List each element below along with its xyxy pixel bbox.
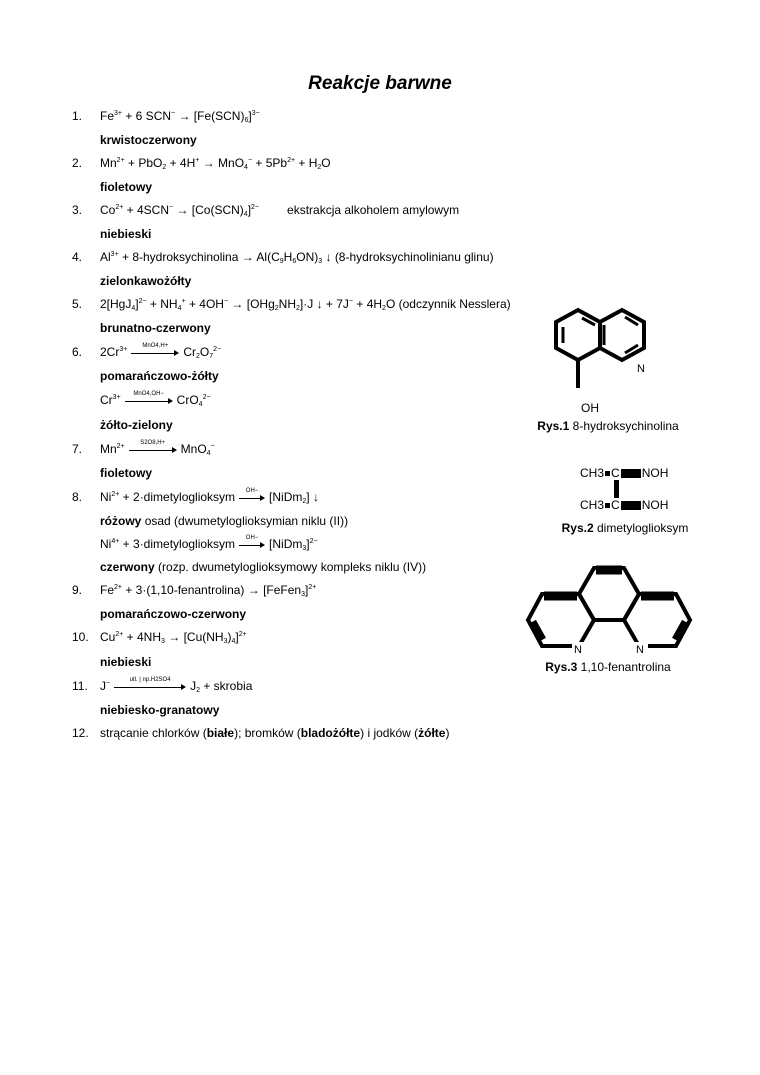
reaction-arrow: S2O8,H+ <box>129 442 177 454</box>
reaction-9 <box>0 582 540 598</box>
reaction-equation: $Mn^{2+} + PbO_2 + 4H^+ \to MnO_4^- + 5Pb^{2+} + H_2O$ <box>100 156 331 171</box>
item-number: 7. <box>72 442 83 456</box>
reaction-2-color <box>0 179 540 195</box>
reaction-equation: J− utl. | np.H2SO4 $J_2$ + skrobia <box>100 677 253 694</box>
reaction-6b-color <box>0 417 540 433</box>
color-label: czerwony <box>100 560 155 574</box>
reaction-equation: $Fe^{3+} + 6$ $SCN^- \to [Fe(SCN)_6]^{3-}$ <box>100 109 260 124</box>
item-number: 12. <box>72 726 89 740</box>
reagent: + 8-hydroksychinolina <box>122 250 239 264</box>
reaction-7 <box>0 441 540 457</box>
color-label: pomarańczowo-czerwony <box>100 607 247 621</box>
reaction-note: ekstrakcja alkoholem amylowym <box>287 203 460 217</box>
reaction-8a-color <box>0 513 540 529</box>
color-label: niebieski <box>100 655 152 669</box>
reaction-8b <box>0 536 540 552</box>
color-label: żółto-zielony <box>100 418 173 432</box>
reaction-11 <box>0 678 540 694</box>
color-label: różowy <box>100 514 142 528</box>
reaction-arrow: OH− <box>239 537 265 549</box>
reaction-8a <box>0 489 540 505</box>
reaction-9-color <box>0 606 540 622</box>
reaction-10 <box>0 629 540 645</box>
reaction-5-color <box>0 320 540 336</box>
reaction-arrow: OH− <box>239 490 265 502</box>
reaction-note: (8-hydroksychinolinianu glinu) <box>334 250 494 264</box>
reaction-arrow: MnO4,OH− <box>125 393 173 405</box>
reaction-equation: $Mn^{2+}$ S2O8,H+ MnO$_4$− <box>100 440 215 457</box>
nitrogen-atom-right: N <box>636 644 644 656</box>
reaction-4 <box>0 249 540 265</box>
reaction-equation: $Cu^{2+} + 4NH_3 \to [Cu(NH_3)_4]^{2+}$ <box>100 630 247 645</box>
reaction-1-color <box>0 132 540 148</box>
item-number: 2. <box>72 156 83 170</box>
color-label: pomarańczowo-żółty <box>100 369 219 383</box>
reaction-arrow: MnO4,H+ <box>131 345 179 357</box>
hydroxyl-group: OH <box>581 401 599 415</box>
nitrogen-atom-left: N <box>574 644 582 656</box>
color-label: niebieski <box>100 227 152 241</box>
reaction-2 <box>0 155 540 171</box>
reagent: + 2·dimetyloglioksym <box>122 490 236 504</box>
figure-1-caption: Rys.1 8-hydroksychinolina <box>537 419 679 433</box>
figure-phenanthroline <box>524 560 694 660</box>
reaction-12 <box>0 725 540 741</box>
reaction-equation: $Al^{3+}$ + 8-hydroksychinolina → $Al(C_9H_6ON)_3$ ↓ (8-hydroksychinolinianu glinu) <box>100 250 494 265</box>
color-label: fioletowy <box>100 466 153 480</box>
reaction-4-color <box>0 273 540 289</box>
reaction-equation: $2[HgJ_4]^{2-} + NH_4^+ + 4OH^- \to [OHg_2NH_2]\cdot J$ ↓ + $7J^- + 4H_2O$ (odczynnik Nesslera) <box>100 297 511 312</box>
reaction-equation: $Ni^{2+}$ + 2·dimetyloglioksym OH− [NiDm$_2$] ↓ <box>100 488 319 505</box>
reaction-10-color <box>0 654 540 670</box>
reaction-note: (odczynnik Nesslera) <box>398 297 511 311</box>
figure-3-caption: Rys.3 1,10-fenantrolina <box>545 660 671 674</box>
reaction-arrow: utl. | np.H2SO4 <box>114 679 186 691</box>
reagent: + 3·dimetyloglioksym <box>122 537 236 551</box>
color-label: krwistoczerwony <box>100 133 197 147</box>
item-number: 9. <box>72 583 83 597</box>
reaction-equation: $Fe^{2+}$ + 3·(1,10-fenantrolina) → [FeFen$_3$]$^{2+}$ <box>100 583 317 598</box>
nitrogen-atom: N <box>637 363 645 375</box>
reaction-11-color <box>0 702 540 718</box>
item-number: 3. <box>72 203 83 217</box>
reaction-5 <box>0 296 540 312</box>
reaction-8b-color <box>0 559 540 575</box>
figure-8-hydroxyquinoline <box>548 300 678 415</box>
item-number: 10. <box>72 630 89 644</box>
reaction-1 <box>0 108 540 124</box>
color-description: osad (dwumetyloglioksymian niklu (II)) <box>144 514 349 528</box>
figure-dimethylglyoxime: CH3 C NOH CH3 C NOH <box>580 466 669 512</box>
reaction-equation: $Co^{2+} + 4SCN^- \to [Co(SCN)_4]^{2-}$ ekstrakcja alkoholem amylowym <box>100 203 460 218</box>
color-description: (rozp. dwumetyloglioksymowy kompleks niklu (IV)) <box>158 560 427 574</box>
color-label: fioletowy <box>100 180 153 194</box>
figure-2-caption: Rys.2 dimetyloglioksym <box>561 521 689 535</box>
item-number: 6. <box>72 345 83 359</box>
item-number: 8. <box>72 490 83 504</box>
item-number: 4. <box>72 250 83 264</box>
item-number: 11. <box>72 679 88 693</box>
item-number: 1. <box>72 109 83 123</box>
page-title: Reakcje barwne <box>308 73 452 94</box>
reaction-3 <box>0 202 540 218</box>
reagent: + 3·(1,10-fenantrolina) <box>125 583 245 597</box>
reaction-equation: $2Cr^{3+}$ MnO4,H+ $Cr_2O_7^{2-}$ <box>100 343 222 360</box>
phenanthroline-structure <box>528 568 690 646</box>
color-label: brunatno-czerwony <box>100 321 211 335</box>
item-number: 5. <box>72 297 83 311</box>
reaction-3-color <box>0 226 540 242</box>
color-label: niebiesko-granatowy <box>100 703 220 717</box>
reagent: + skrobia <box>203 679 253 693</box>
reaction-text: strącanie chlorków (białe); bromków (bladożółte) i jodków (żółte) <box>100 726 450 740</box>
reaction-equation: $Ni^{4+}$ + 3·dimetyloglioksym OH− [NiDm$_3$]$^{2-}$ <box>100 535 318 552</box>
color-label: zielonkawożółty <box>100 274 192 288</box>
reaction-6a-color <box>0 368 540 384</box>
reaction-6a <box>0 344 540 360</box>
reaction-equation: $Cr^{3+}$ MnO4,OH− CrO$_4^{2-}$ <box>100 391 211 408</box>
reaction-7-color <box>0 465 540 481</box>
reaction-6b <box>0 392 540 408</box>
